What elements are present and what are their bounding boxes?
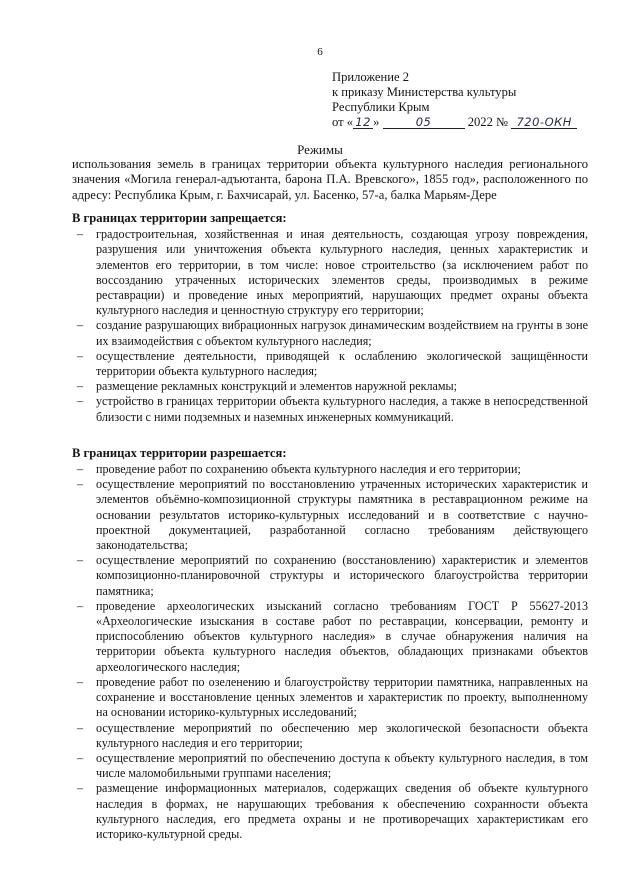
section-title: В границах территории разрешается: <box>72 445 287 460</box>
date-day-field <box>353 116 373 129</box>
list-item-text: создание разрушающих вибрационных нагрузок динамическим воздействием на грунты в зоне их взаимодействия с объектом культурного наследия; <box>96 318 588 348</box>
dash-bullet-icon: – <box>77 348 84 363</box>
list-item <box>72 227 588 318</box>
list-item-text: устройство в границах территории объекта культурного наследия, а также в непосредственной близости с ними подземных и наземных инженерных коммуникаций. <box>96 394 588 424</box>
appendix-title: Приложение 2 <box>332 70 410 84</box>
list-item <box>72 553 588 599</box>
list-item <box>72 599 588 675</box>
list-item <box>72 721 588 751</box>
list-item-text: осуществление мероприятий по обеспечению доступа к объекту культурного наследия, в том числе маломобильными группами населения; <box>96 750 588 781</box>
permitted-list <box>72 462 588 842</box>
dash-bullet-icon: – <box>77 553 84 568</box>
prohibited-list <box>72 227 588 425</box>
list-item-text: размещение информационных материалов, содержащих сведения об объекте культурного наследия в формах, не нарушающих требования к обеспечению сохранности объекта культурного наследия, его предмета охраны и не противоречащих характеристикам его историко-культурной среды. <box>96 781 588 841</box>
document-subtitle: использования земель в границах территории объекта культурного наследия регионального значения «Могила генерал-адъютанта, барона П.А. Вревского», 1855 год», расположенного по адресу: Республика Крым, г. Бахчисарай, ул. Басенко, 57-а, балка Марьям-Дере <box>72 157 588 202</box>
list-item-text: размещение рекламных конструкций и элементов наружной рекламы; <box>96 379 457 394</box>
dash-bullet-icon: – <box>77 379 84 394</box>
date-day: 12 <box>355 115 371 129</box>
appendix-order-ref: к приказу Министерства культуры <box>332 85 517 99</box>
list-item <box>72 318 588 348</box>
list-item-text: градостроительная, хозяйственная и иная деятельность, создающая угрозу повреждения, разрушения или уничтожения объекта культурного наследия, ценных характеристик и элементов его территории, в том числе: новое строительство (за исключением работ по воссозданию утраченных исторических элементов среды, производимых в режиме реставрации) и проведение иных мероприятий, нарушающих предмет охраны объекта культурного наследия и ценностную структуру его территории; <box>96 227 588 318</box>
dash-bullet-icon: – <box>77 781 84 796</box>
dash-bullet-icon: – <box>77 462 84 477</box>
page-number: 6 <box>317 46 323 58</box>
appendix-republic: Республики Крым <box>332 100 430 114</box>
dash-bullet-icon: – <box>77 598 84 613</box>
list-item-text: проведение работ по озеленению и благоустройству территории памятника, направленных на сохранение и восстановление ценных элементов и характеристик по проекту, выполненному на основании историко-культурных исследований; <box>96 674 588 720</box>
dash-bullet-icon: – <box>77 394 84 409</box>
section-permitted <box>72 446 588 842</box>
date-month: 05 <box>415 115 432 129</box>
list-item-text: проведение археологических изысканий согласно требованиям ГОСТ Р 55627-2013 «Археологические изыскания в составе работ по реставрации, консервации, ремонту и приспособлению объектов культурного наследия» в случае обнаружения наличия на территории объекта культурного наследия объектов, обладающих признаками объектов археологического наследия; <box>96 598 588 674</box>
dash-bullet-icon: – <box>77 477 84 492</box>
list-item-text: проведение работ по сохранению объекта культурного наследия и его территории; <box>96 462 521 477</box>
date-month-field <box>383 116 465 129</box>
list-item <box>72 379 588 394</box>
list-item <box>72 751 588 781</box>
date-mid: » <box>373 115 380 129</box>
order-number: 720-ОКН <box>516 115 572 129</box>
date-prefix: от « <box>332 115 354 129</box>
list-item-text: осуществление деятельности, приводящей к ослаблению экологической защищённости территории объекта культурного наследия; <box>96 348 588 379</box>
list-item-text: осуществление мероприятий по обеспечению мер экологической безопасности объекта культурного наследия и его территории; <box>96 720 588 750</box>
list-item <box>72 394 588 424</box>
section-prohibited <box>72 211 588 425</box>
list-item-text: осуществление мероприятий по восстановлению утраченных исторических характеристик и элементов объёмно-композиционной структуры памятника в реставрационном режиме на основании результатов историко-культурных исследований и в соответствие с научно-проектной документацией, разработанной согласно требованиям действующего законодательства; <box>96 477 588 553</box>
section-title: В границах территории запрещается: <box>72 211 287 225</box>
list-item <box>72 675 588 721</box>
dash-bullet-icon: – <box>77 318 84 333</box>
list-item <box>72 781 588 842</box>
dash-bullet-icon: – <box>77 227 84 242</box>
document-content <box>72 211 588 842</box>
list-item <box>72 477 588 553</box>
order-number-field <box>511 116 577 129</box>
appendix-block <box>332 70 612 130</box>
date-year: 2022 № <box>467 115 509 129</box>
list-item <box>72 462 588 477</box>
list-item <box>72 349 588 379</box>
dash-bullet-icon: – <box>77 720 84 735</box>
document-heading: Режимы <box>297 142 343 157</box>
dash-bullet-icon: – <box>77 750 84 765</box>
dash-bullet-icon: – <box>77 674 84 689</box>
list-item-text: осуществление мероприятий по сохранению (восстановлению) характеристик и элементов композиционно-планировочной структуры и исторического благоустройства территории памятника; <box>96 553 588 598</box>
appendix-date-line <box>332 115 612 130</box>
